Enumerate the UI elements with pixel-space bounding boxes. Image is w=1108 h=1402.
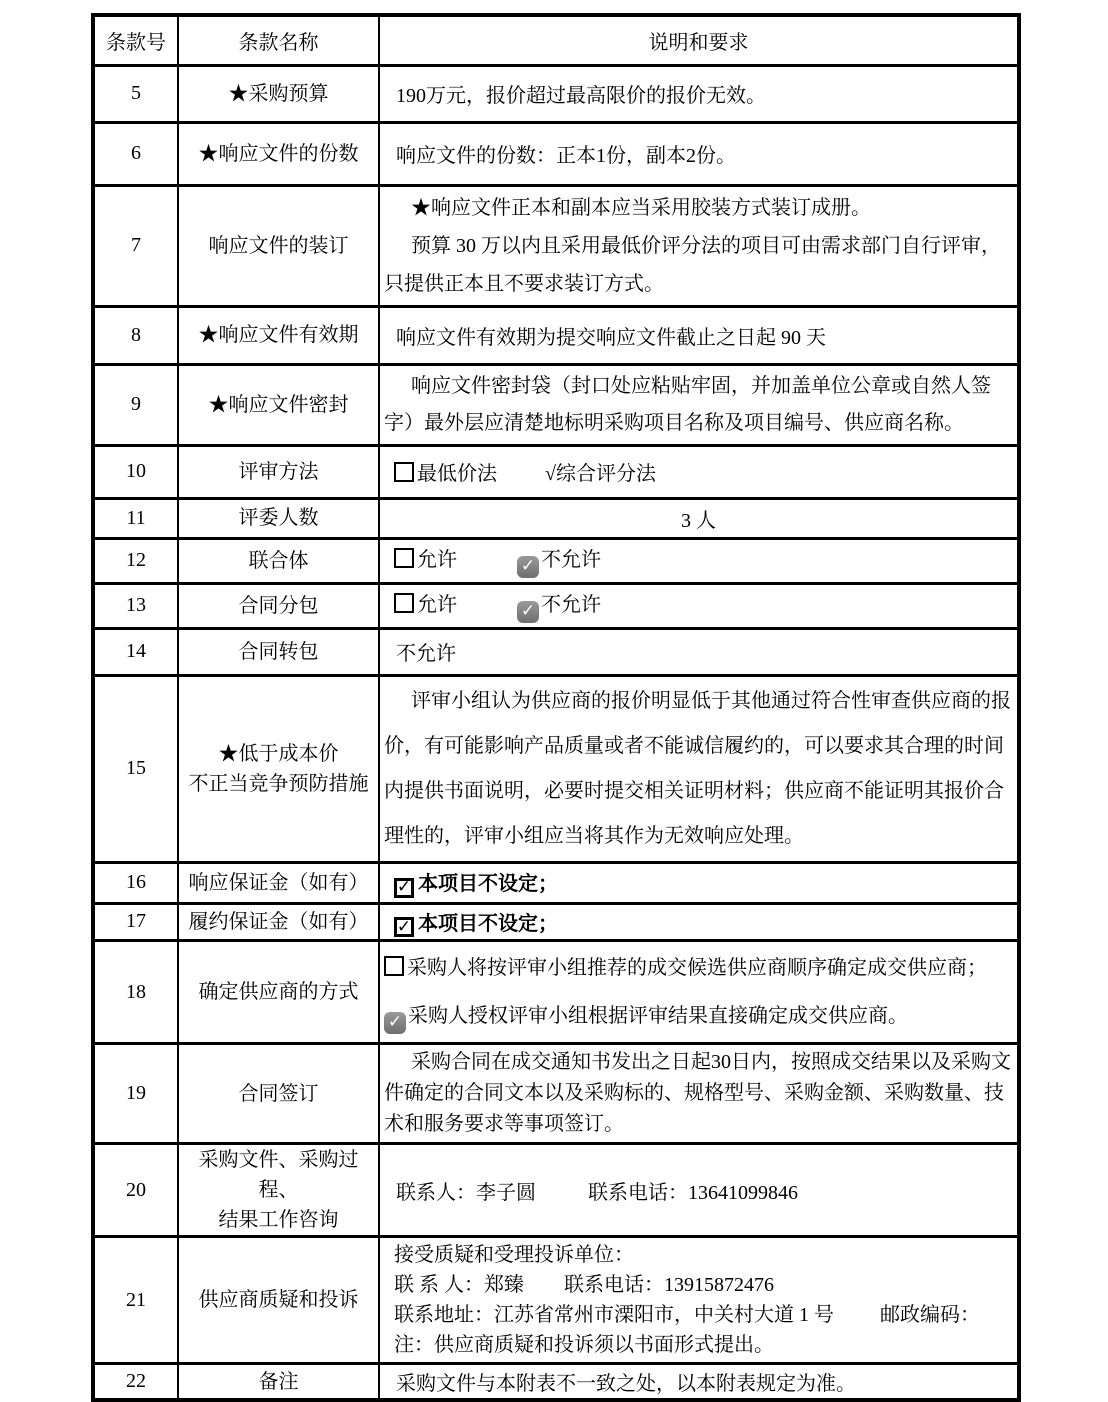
table-row bbox=[93, 122, 1019, 185]
clause-description bbox=[379, 675, 1019, 862]
clause-number: 8 bbox=[93, 306, 178, 364]
table-header-row bbox=[93, 15, 1019, 65]
clause-number: 18 bbox=[93, 941, 178, 1044]
table-row bbox=[93, 65, 1019, 122]
header-clause-no: 条款号 bbox=[93, 15, 178, 65]
header-clause-name: 条款名称 bbox=[178, 15, 379, 65]
clause-table bbox=[91, 13, 1021, 1402]
checkbox-checked-icon bbox=[517, 601, 539, 623]
checkbox-checked-black-icon bbox=[394, 878, 414, 898]
clause-number: 13 bbox=[93, 583, 178, 628]
clause-name bbox=[178, 675, 379, 862]
clause-name: 响应保证金（如有） bbox=[178, 862, 379, 903]
clause-number: 7 bbox=[93, 185, 178, 306]
clause-number: 15 bbox=[93, 675, 178, 862]
checkbox-checked-icon bbox=[517, 556, 539, 578]
clause-description bbox=[379, 583, 1019, 628]
clause-name: 供应商质疑和投诉 bbox=[178, 1237, 379, 1364]
checkbox-checked-black-icon bbox=[394, 917, 414, 937]
table-row bbox=[93, 185, 1019, 306]
table-row bbox=[93, 862, 1019, 903]
contact-person: 联 系 人：郑臻 bbox=[394, 1274, 524, 1296]
clause-name: 联合体 bbox=[178, 538, 379, 583]
contact-phone: 联系电话：13915872476 bbox=[564, 1274, 774, 1296]
clause-name: 合同转包 bbox=[178, 628, 379, 675]
table-row bbox=[93, 306, 1019, 364]
clause-name bbox=[178, 1144, 379, 1237]
option-label: 本项目不设定； bbox=[418, 873, 558, 896]
clause-description bbox=[379, 538, 1019, 583]
clause-description: 响应文件的份数：正本1份，副本2份。 bbox=[379, 122, 1019, 185]
table-row bbox=[93, 364, 1019, 445]
clause-name: 评审方法 bbox=[178, 445, 379, 498]
table-row bbox=[93, 583, 1019, 628]
clause-description bbox=[379, 445, 1019, 498]
clause-description: 190万元，报价超过最高限价的报价无效。 bbox=[379, 65, 1019, 122]
clause-number: 20 bbox=[93, 1144, 178, 1237]
table-row bbox=[93, 903, 1019, 941]
clause-name: ★采购预算 bbox=[178, 65, 379, 122]
table-row bbox=[93, 1364, 1019, 1401]
table-row bbox=[93, 628, 1019, 675]
contact-phone: 联系电话：13641099846 bbox=[588, 1181, 798, 1204]
option-label: 采购人将按评审小组推荐的成交候选供应商顺序确定成交供应商； bbox=[407, 957, 987, 979]
clause-name: 合同签订 bbox=[178, 1044, 379, 1144]
option-line bbox=[384, 992, 1013, 1040]
clause-name: ★响应文件有效期 bbox=[178, 306, 379, 364]
paragraph: 预算 30 万以内且采用最低价评分法的项目可由需求部门自行评审，只提供正本且不要求装订方式。 bbox=[384, 234, 1001, 295]
complaint-unit-line: 接受质疑和受理投诉单位： bbox=[394, 1244, 634, 1266]
document-page bbox=[91, 13, 1021, 1402]
clause-description bbox=[379, 1237, 1019, 1364]
table-row bbox=[93, 445, 1019, 498]
clause-number: 19 bbox=[93, 1044, 178, 1144]
clause-number: 16 bbox=[93, 862, 178, 903]
paragraph: 响应文件密封袋（封口处应粘贴牢固，并加盖单位公章或自然人签字）最外层应清楚地标明采购项目名称及项目编号、供应商名称。 bbox=[384, 374, 991, 434]
address-line bbox=[394, 1300, 1013, 1330]
clause-description bbox=[379, 903, 1019, 941]
clause-description bbox=[379, 1044, 1019, 1144]
option-label: 不允许 bbox=[541, 549, 601, 572]
note-line: 注：供应商质疑和投诉须以书面形式提出。 bbox=[394, 1334, 774, 1356]
clause-name: 备注 bbox=[178, 1364, 379, 1401]
clause-number: 14 bbox=[93, 628, 178, 675]
table-row bbox=[93, 538, 1019, 583]
clause-description bbox=[379, 941, 1019, 1044]
clause-number: 12 bbox=[93, 538, 178, 583]
option-line bbox=[384, 944, 1013, 992]
clause-name: ★响应文件密封 bbox=[178, 364, 379, 445]
clause-description bbox=[379, 862, 1019, 903]
paragraph: 评审小组认为供应商的报价明显低于其他通过符合性审查供应商的报价，有可能影响产品质量或者不能诚信履约的，可以要求其合理的时间内提供书面说明，必要时提交相关证明材料；供应商不能证明其报价合理性的，评审小组应当将其作为无效响应处理。 bbox=[384, 689, 1011, 847]
checkbox-unchecked-icon bbox=[394, 593, 414, 613]
contact-line bbox=[394, 1270, 1013, 1300]
clause-name: 合同分包 bbox=[178, 583, 379, 628]
clause-name-line: 不正当竞争预防措施 bbox=[188, 772, 369, 795]
table-row bbox=[93, 675, 1019, 862]
paragraph: 采购合同在成交通知书发出之日起30日内，按照成交结果以及采购文件确定的合同文本以及采购标的、规格型号、采购金额、采购数量、技术和服务要求等事项签订。 bbox=[384, 1051, 1011, 1135]
table-row bbox=[93, 941, 1019, 1044]
contact-person: 联系人：李子圆 bbox=[396, 1181, 536, 1204]
clause-description bbox=[379, 364, 1019, 445]
checkbox-checked-icon bbox=[384, 1012, 406, 1034]
check-mark: √ bbox=[545, 463, 556, 485]
clause-name-line: 采购文件、采购过程、 bbox=[198, 1149, 359, 1201]
option-label: 本项目不设定； bbox=[418, 912, 558, 935]
clause-description bbox=[379, 1144, 1019, 1237]
clause-number: 11 bbox=[93, 498, 178, 538]
clause-name: ★响应文件的份数 bbox=[178, 122, 379, 185]
clause-number: 10 bbox=[93, 445, 178, 498]
clause-number: 22 bbox=[93, 1364, 178, 1401]
option-label: 采购人授权评审小组根据评审结果直接确定成交供应商。 bbox=[408, 1005, 908, 1027]
clause-number: 9 bbox=[93, 364, 178, 445]
clause-name: 评委人数 bbox=[178, 498, 379, 538]
clause-name-line: 结果工作咨询 bbox=[218, 1209, 339, 1231]
table-row bbox=[93, 1044, 1019, 1144]
contact-address: 联系地址：江苏省常州市溧阳市，中关村大道 1 号 bbox=[394, 1304, 834, 1326]
postal-code-label: 邮政编码： bbox=[880, 1304, 980, 1326]
clause-name: 响应文件的装订 bbox=[178, 185, 379, 306]
clause-number: 21 bbox=[93, 1237, 178, 1364]
checkbox-unchecked-icon bbox=[394, 548, 414, 568]
clause-description bbox=[379, 185, 1019, 306]
option-label: 最低价法 bbox=[417, 463, 497, 485]
clause-description: 采购文件与本附表不一致之处，以本附表规定为准。 bbox=[379, 1364, 1019, 1401]
table-row bbox=[93, 1237, 1019, 1364]
clause-name-line: ★低于成本价 bbox=[218, 742, 339, 765]
option-label: 不允许 bbox=[541, 594, 601, 617]
clause-name: 确定供应商的方式 bbox=[178, 941, 379, 1044]
checkbox-unchecked-icon bbox=[384, 956, 404, 976]
clause-description: 响应文件有效期为提交响应文件截止之日起 90 天 bbox=[379, 306, 1019, 364]
table-row bbox=[93, 498, 1019, 538]
clause-number: 5 bbox=[93, 65, 178, 122]
paragraph: ★响应文件正本和副本应当采用胶装方式装订成册。 bbox=[411, 196, 871, 219]
table-row bbox=[93, 1144, 1019, 1237]
clause-number: 6 bbox=[93, 122, 178, 185]
checkbox-unchecked-icon bbox=[394, 462, 414, 482]
option-label: 综合评分法 bbox=[555, 463, 656, 485]
clause-number: 17 bbox=[93, 903, 178, 941]
clause-description: 不允许 bbox=[379, 628, 1019, 675]
option-label: 允许 bbox=[417, 549, 457, 572]
clause-description: 3 人 bbox=[379, 498, 1019, 538]
clause-name: 履约保证金（如有） bbox=[178, 903, 379, 941]
header-description: 说明和要求 bbox=[379, 15, 1019, 65]
option-label: 允许 bbox=[417, 594, 457, 617]
